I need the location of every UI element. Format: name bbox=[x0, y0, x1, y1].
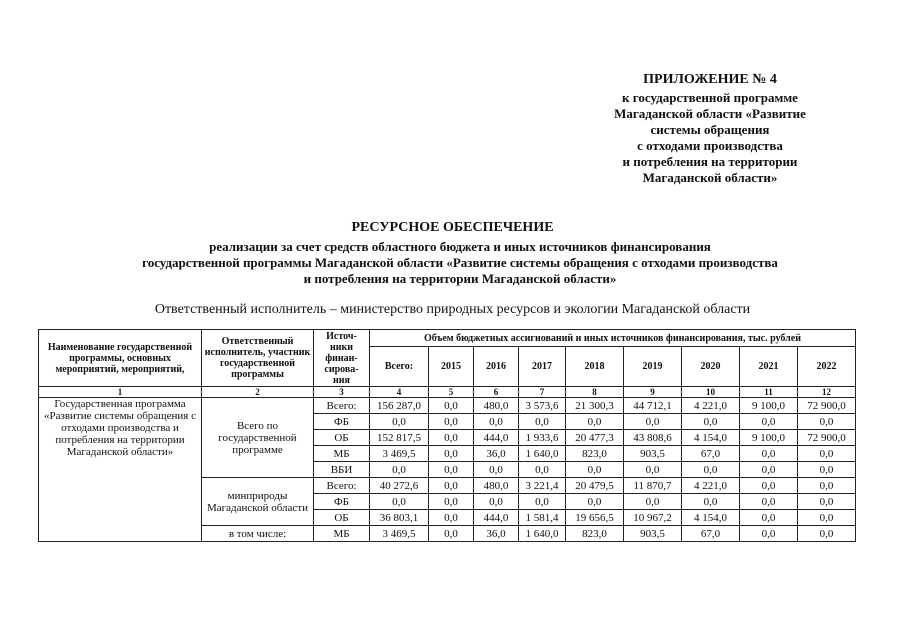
value-cell: 3 221,4 bbox=[519, 478, 566, 494]
column-number: 8 bbox=[566, 387, 624, 398]
appendix-line: с отходами производства bbox=[637, 138, 783, 153]
value-cell: 0,0 bbox=[566, 462, 624, 478]
value-cell: 0,0 bbox=[370, 462, 429, 478]
including-label: в том числе: bbox=[202, 526, 314, 542]
value-cell: 9 100,0 bbox=[740, 430, 798, 446]
subtitle-line: реализации за счет средств областного бюджета и иных источников финансирования bbox=[209, 239, 711, 254]
header-year: 2020 bbox=[682, 347, 740, 387]
value-cell: 0,0 bbox=[624, 414, 682, 430]
header-program: Наименование государственной программы, основных мероприятий, мероприятий, bbox=[39, 330, 202, 387]
resource-table bbox=[38, 329, 856, 542]
source-cell: ФБ bbox=[314, 414, 370, 430]
header-volume: Объем бюджетных ассигнований и иных источников финансирования, тыс. рублей bbox=[370, 330, 856, 347]
source-cell: ВБИ bbox=[314, 462, 370, 478]
value-cell: 0,0 bbox=[624, 462, 682, 478]
header-year: 2019 bbox=[624, 347, 682, 387]
source-cell: ОБ bbox=[314, 510, 370, 526]
value-cell: 36,0 bbox=[474, 446, 519, 462]
value-cell: 4 154,0 bbox=[682, 510, 740, 526]
column-number: 9 bbox=[624, 387, 682, 398]
value-cell: 823,0 bbox=[566, 526, 624, 542]
column-number: 2 bbox=[202, 387, 314, 398]
value-cell: 44 712,1 bbox=[624, 398, 682, 414]
source-cell: Всего: bbox=[314, 478, 370, 494]
appendix-line: системы обращения bbox=[650, 122, 770, 137]
value-cell: 0,0 bbox=[740, 526, 798, 542]
value-cell: 444,0 bbox=[474, 430, 519, 446]
value-cell: 444,0 bbox=[474, 510, 519, 526]
value-cell: 0,0 bbox=[566, 494, 624, 510]
value-cell: 156 287,0 bbox=[370, 398, 429, 414]
group-total-label: Всего по государственной программе bbox=[202, 398, 314, 478]
value-cell: 0,0 bbox=[798, 414, 856, 430]
value-cell: 43 808,6 bbox=[624, 430, 682, 446]
value-cell: 0,0 bbox=[429, 430, 474, 446]
value-cell: 36 803,1 bbox=[370, 510, 429, 526]
value-cell: 0,0 bbox=[682, 494, 740, 510]
appendix-line: и потребления на территории bbox=[622, 154, 798, 169]
program-name-cell: Государственная программа «Развитие системы обращения с отходами производства и потребления на территории Магаданской области» bbox=[39, 398, 202, 542]
value-cell: 0,0 bbox=[798, 446, 856, 462]
value-cell: 480,0 bbox=[474, 478, 519, 494]
value-cell: 3 573,6 bbox=[519, 398, 566, 414]
value-cell: 0,0 bbox=[798, 510, 856, 526]
header-year: 2017 bbox=[519, 347, 566, 387]
ministry-label: минприроды Магаданской области bbox=[202, 478, 314, 526]
appendix-line: Магаданской области» bbox=[642, 170, 778, 185]
value-cell: 0,0 bbox=[519, 494, 566, 510]
header-responsible: Ответственный исполнитель, участник государственной программы bbox=[202, 330, 314, 387]
value-cell: 1 640,0 bbox=[519, 526, 566, 542]
value-cell: 0,0 bbox=[429, 414, 474, 430]
value-cell: 0,0 bbox=[740, 510, 798, 526]
subtitle-line: и потребления на территории Магаданской области» bbox=[303, 271, 617, 286]
value-cell: 67,0 bbox=[682, 446, 740, 462]
header-year: 2016 bbox=[474, 347, 519, 387]
value-cell: 0,0 bbox=[429, 398, 474, 414]
column-number: 7 bbox=[519, 387, 566, 398]
value-cell: 480,0 bbox=[474, 398, 519, 414]
source-cell: Всего: bbox=[314, 398, 370, 414]
value-cell: 0,0 bbox=[682, 414, 740, 430]
value-cell: 4 221,0 bbox=[682, 398, 740, 414]
value-cell: 0,0 bbox=[740, 494, 798, 510]
value-cell: 9 100,0 bbox=[740, 398, 798, 414]
value-cell: 0,0 bbox=[798, 526, 856, 542]
column-number: 6 bbox=[474, 387, 519, 398]
source-cell: ФБ bbox=[314, 494, 370, 510]
value-cell: 0,0 bbox=[474, 414, 519, 430]
table-row bbox=[39, 398, 856, 414]
value-cell: 11 870,7 bbox=[624, 478, 682, 494]
column-number: 1 bbox=[39, 387, 202, 398]
value-cell: 0,0 bbox=[740, 446, 798, 462]
header-year: 2015 bbox=[429, 347, 474, 387]
header-source: Источ-ники финан-сирова-ния bbox=[314, 330, 370, 387]
appendix-heading: ПРИЛОЖЕНИЕ № 4 bbox=[643, 72, 777, 87]
value-cell: 72 900,0 bbox=[798, 430, 856, 446]
appendix-block bbox=[560, 72, 860, 186]
column-number: 4 bbox=[370, 387, 429, 398]
value-cell: 0,0 bbox=[519, 414, 566, 430]
value-cell: 20 479,5 bbox=[566, 478, 624, 494]
value-cell: 0,0 bbox=[429, 526, 474, 542]
subtitle-line: государственной программы Магаданской области «Развитие системы обращения с отходами производства bbox=[142, 255, 778, 270]
value-cell: 903,5 bbox=[624, 526, 682, 542]
value-cell: 19 656,5 bbox=[566, 510, 624, 526]
value-cell: 0,0 bbox=[429, 494, 474, 510]
value-cell: 1 933,6 bbox=[519, 430, 566, 446]
column-number: 3 bbox=[314, 387, 370, 398]
value-cell: 40 272,6 bbox=[370, 478, 429, 494]
value-cell: 0,0 bbox=[798, 494, 856, 510]
value-cell: 0,0 bbox=[474, 462, 519, 478]
value-cell: 0,0 bbox=[682, 462, 740, 478]
column-number-row bbox=[39, 387, 856, 398]
value-cell: 903,5 bbox=[624, 446, 682, 462]
value-cell: 1 581,4 bbox=[519, 510, 566, 526]
value-cell: 10 967,2 bbox=[624, 510, 682, 526]
value-cell: 0,0 bbox=[474, 494, 519, 510]
source-cell: МБ bbox=[314, 526, 370, 542]
header-year: 2022 bbox=[798, 347, 856, 387]
value-cell: 4 221,0 bbox=[682, 478, 740, 494]
value-cell: 0,0 bbox=[429, 462, 474, 478]
appendix-line: к государственной программе bbox=[622, 90, 798, 105]
value-cell: 0,0 bbox=[740, 478, 798, 494]
responsible-executor: Ответственный исполнитель – министерство природных ресурсов и экологии Магаданской области bbox=[154, 302, 751, 317]
value-cell: 0,0 bbox=[798, 462, 856, 478]
source-cell: ОБ bbox=[314, 430, 370, 446]
column-number: 11 bbox=[740, 387, 798, 398]
value-cell: 67,0 bbox=[682, 526, 740, 542]
value-cell: 72 900,0 bbox=[798, 398, 856, 414]
value-cell: 21 300,3 bbox=[566, 398, 624, 414]
value-cell: 0,0 bbox=[370, 494, 429, 510]
value-cell: 0,0 bbox=[429, 478, 474, 494]
document-title: РЕСУРСНОЕ ОБЕСПЕЧЕНИЕ bbox=[351, 220, 554, 235]
header-year: Всего: bbox=[370, 347, 429, 387]
column-number: 5 bbox=[429, 387, 474, 398]
value-cell: 0,0 bbox=[429, 446, 474, 462]
value-cell: 4 154,0 bbox=[682, 430, 740, 446]
header-year: 2021 bbox=[740, 347, 798, 387]
value-cell: 152 817,5 bbox=[370, 430, 429, 446]
column-number: 10 bbox=[682, 387, 740, 398]
value-cell: 36,0 bbox=[474, 526, 519, 542]
value-cell: 0,0 bbox=[519, 462, 566, 478]
value-cell: 0,0 bbox=[370, 414, 429, 430]
value-cell: 0,0 bbox=[624, 494, 682, 510]
value-cell: 0,0 bbox=[740, 462, 798, 478]
document-subtitle bbox=[60, 239, 860, 287]
value-cell: 0,0 bbox=[566, 414, 624, 430]
value-cell: 3 469,5 bbox=[370, 446, 429, 462]
value-cell: 823,0 bbox=[566, 446, 624, 462]
column-number: 12 bbox=[798, 387, 856, 398]
header-year: 2018 bbox=[566, 347, 624, 387]
value-cell: 20 477,3 bbox=[566, 430, 624, 446]
source-cell: МБ bbox=[314, 446, 370, 462]
appendix-line: Магаданской области «Развитие bbox=[614, 106, 806, 121]
value-cell: 0,0 bbox=[429, 510, 474, 526]
value-cell: 3 469,5 bbox=[370, 526, 429, 542]
value-cell: 0,0 bbox=[798, 478, 856, 494]
value-cell: 1 640,0 bbox=[519, 446, 566, 462]
value-cell: 0,0 bbox=[740, 414, 798, 430]
